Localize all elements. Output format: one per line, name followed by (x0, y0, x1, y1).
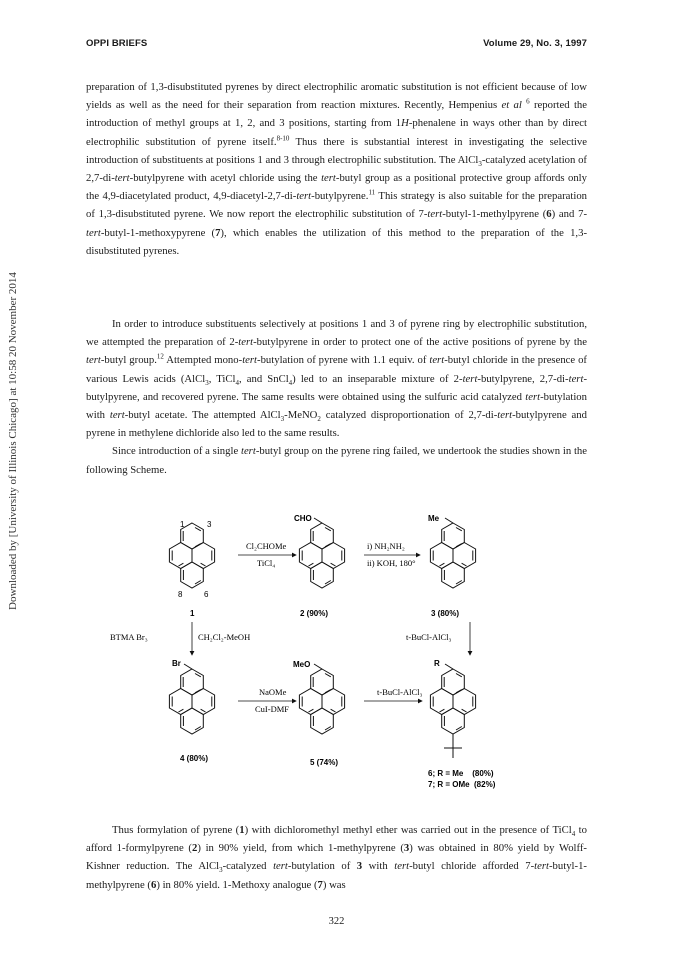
running-header-left: OPPI BRIEFS (86, 38, 148, 49)
br-substituent: Br (172, 659, 181, 668)
download-watermark: Downloaded by [University of Illinois Chicago] at 10:58 20 November 2014 (7, 272, 19, 610)
compound-label-7: 7; R = OMe (82%) (428, 780, 496, 789)
reagent-label: Cl₂CHOMe (246, 541, 287, 551)
reagent-label: TiCl₄ (257, 558, 276, 568)
paragraph-1: preparation of 1,3-disubstituted pyrenes by direct electrophilic aromatic substitution is not efficient because of low yields as well as the need for their separation from reaction mixtures. Recently, Hempenius et al $^6$ reported the introduction of methyl groups at 1, 2, and 3 positions, starting from 1H-phenalene in ways other than by direct electrophilic substitution of pyrene itself.$^{8-10}$ Thus there is substantial interest in investigating the selective introduction of substituents at positions 1 and 3 through electrophilic substitution. The AlCl$_3$-catalyzed acetylation of 2,7-di-tert-butylpyrene with acetyl chloride using the tert-butyl group as a positional protective group affords only the 4,9-diacetylated product, 4,9-diacetyl-2,7-di-tert-butylpyrene.$^{11}$ This strategy is also suitable for the preparation of 1,3-disubstituted pyrene. We now report the electrophilic substitution of 7-tert-butyl-1-methylpyrene (6) and 7-tert-butyl-1-methoxypyrene (7), which enables the utilization of this method to the preparation of the 1,3-disubstituted pyrenes. (86, 81, 588, 257)
paragraph-3: Thus formylation of pyrene (1) with dichloromethyl methyl ether was carried out in the presence of TiCl$_4$ to afford 1-formylpyrene (2) in 90% yield, from which 1-methylpyrene (3) was obtained in 80% yield by Wolff-Kishner reduction. The AlCl$_3$-catalyzed tert-butylation of 3 with tert-butyl chloride afforded 7-tert-butyl-1-methylpyrene (6) in 80% yield. 1-Methoxy analogue (7) was (86, 824, 587, 891)
position-label-1: 1 (180, 520, 185, 529)
position-label-8: 8 (178, 590, 183, 599)
paragraph-2: In order to introduce substituents selectively at positions 1 and 3 of pyrene ring by electrophilic substitution, we attempted the preparation of 2-tert-butylpyrene in order to protect one of the active positions of pyrene by the tert-butyl group.$^{12}$ Attempted mono-tert-butylation of pyrene with 1.1 equiv. of tert-butyl chloride in the presence of various Lewis acids (AlCl$_3$, TiCl$_4$, and SnCl$_4$) led to an inseparable mixture of 2-tert-butylpyrene, 2,7-di-tert-butylpyrene, and recovered pyrene. The same results were obtained using the sulfuric acid catalyzed tert-butylation with tert-butyl acetate. The attempted AlCl$_3$-MeNO$_2$ catalyzed disproportionation of 2,7-di-tert-butylpyrene and pyrene in methylene dichloride also led to the same results. Since introduction of a single tert-butyl group on the pyrene ring failed, we undertook the studies shown in the following Scheme. (86, 318, 587, 476)
reagent-label: BTMA Br₃ (110, 632, 148, 642)
compound-label-5: 5 (74%) (310, 758, 339, 767)
reagent-label: t-BuCl-AlCl₃ (377, 687, 423, 697)
pyrene-2-structure (299, 523, 344, 588)
compound-label-2: 2 (90%) (300, 609, 329, 618)
pyrene-4-structure (169, 669, 214, 734)
reagent-label: CuI-DMF (255, 704, 290, 714)
compound-label-6: 6; R = Me (80%) (428, 769, 494, 778)
meo-substituent: MeO (293, 660, 311, 669)
cho-substituent: CHO (294, 514, 312, 523)
compound-label-3: 3 (80%) (431, 609, 460, 618)
pyrene-3-structure (430, 523, 475, 588)
reagent-label: NaOMe (259, 687, 287, 697)
reagent-label: i) NH₂NH₂ (367, 541, 405, 551)
me-substituent: Me (428, 514, 440, 523)
position-label-3: 3 (207, 520, 212, 529)
compound-label-1: 1 (190, 609, 195, 618)
pyrene-1-structure (169, 523, 214, 588)
running-header-right: Volume 29, No. 3, 1997 (483, 38, 587, 49)
pyrene-6-7-structure (430, 669, 475, 734)
reagent-label: CH₂Cl₂-MeOH (198, 632, 251, 642)
reagent-label: ii) KOH, 180° (367, 558, 416, 568)
page-number: 322 (328, 916, 345, 927)
pyrene-5-structure (299, 669, 344, 734)
reaction-scheme (110, 514, 525, 815)
position-label-6: 6 (204, 590, 209, 599)
r-substituent: R (434, 659, 440, 668)
reagent-label: t-BuCl-AlCl₃ (406, 632, 452, 642)
compound-label-4: 4 (80%) (180, 754, 209, 763)
